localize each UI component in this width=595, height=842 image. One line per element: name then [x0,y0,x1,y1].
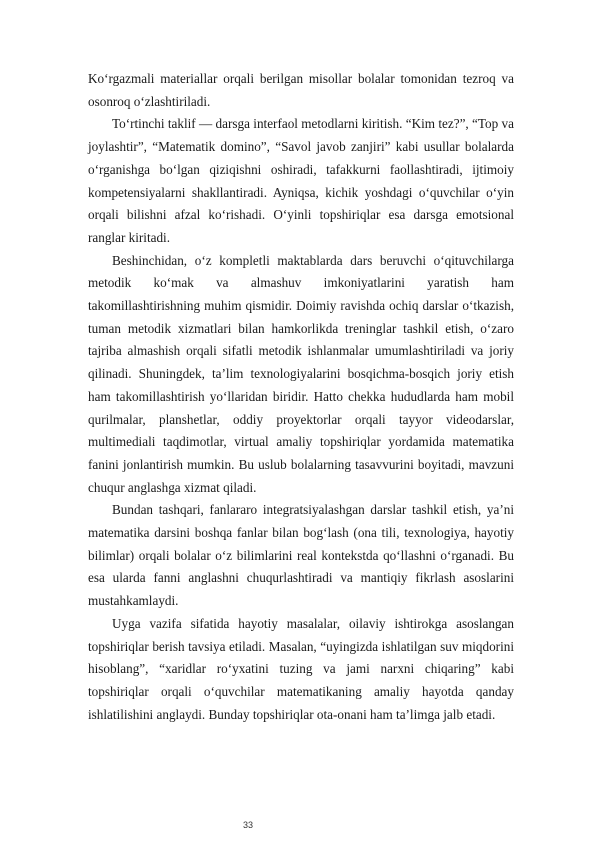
document-body [88,68,514,726]
paragraph-2: To‘rtinchi taklif — darsga interfaol metodlarni kiritish. “Kim tez?”, “Top va joylashtir”, “Matematik domino”, “Savol javob zanjiri” kabi usullar bolalarda o‘rganishga bo‘lgan qiziqishni oshiradi, tafakkurni faollashtiradi, ijtimoiy kompetensiyalarni shakllantiradi. Ayniqsa, kichik yoshdagi o‘quvchilar o‘yin orqali bilishni afzal ko‘rishadi. O‘yinli topshiriqlar esa darsga emotsional ranglar kiritadi. [88,116,514,245]
paragraph-5: Uyga vazifa sifatida hayotiy masalalar, oilaviy ishtirokga asoslangan topshiriqlar berish tavsiya etiladi. Masalan, “uyingizda ishlatilgan suv miqdorini hisoblang”, “xaridlar ro‘yxatini tuzing va jami narxni chiqaring” kabi topshiriqlar orqali o‘quvchilar matematikaning amaliy hayotda qanday ishlatilishini anglaydi. Bunday topshiriqlar ota-onani ham ta’limga jalb etadi. [88,615,514,722]
paragraph-4: Bundan tashqari, fanlararo integratsiyalashgan darslar tashkil etish, ya’ni matematika darsini boshqa fanlar bilan bog‘lash (ona tili, texnologiya, hayotiy bilimlar) orqali bolalar o‘z bilimlarini real kontekstda qo‘llashni o‘rganadi. Bu esa ularda fanni anglashni chuqurlashtiradi va mantiqiy fikrlash asoslarini mustahkamlaydi. [88,502,514,609]
paragraph-3: Beshinchidan, o‘z kompletli maktablarda dars beruvchi o‘qituvchilarga metodik ko‘mak va almashuv imkoniyatlarini yaratish ham takomillashtirishning muhim qismidir. Doimiy ravishda ochiq darslar o‘tkazish, tuman metodik xizmatlari bilan hamkorlikda treninglar tashkil etish, o‘zaro tajriba almashish orqali sifatli metodik ishlanmalar umumlashtiriladi va joriy qilinadi. Shuningdek, ta’lim texnologiyalarini bosqichma-bosqich joriy etish ham takomillashtirish yo‘llaridan biridir. Hatto chekka hududlarda ham mobil qurilmalar, planshetlar, oddiy proyektorlar orqali tayyor videodarslar, multimediali taqdimotlar, virtual amaliy topshiriqlar yordamida matematika fanini jonlantirish mumkin. Bu uslub bolalarning tasavvurini boyitadi, mavzuni chuqur anglashga xizmat qiladi. [88,252,514,495]
page-number: 33 [243,820,254,830]
paragraph-1: Ko‘rgazmali materiallar orqali berilgan misollar bolalar tomonidan tezroq va osonroq o‘zlashtiriladi. [88,71,514,109]
